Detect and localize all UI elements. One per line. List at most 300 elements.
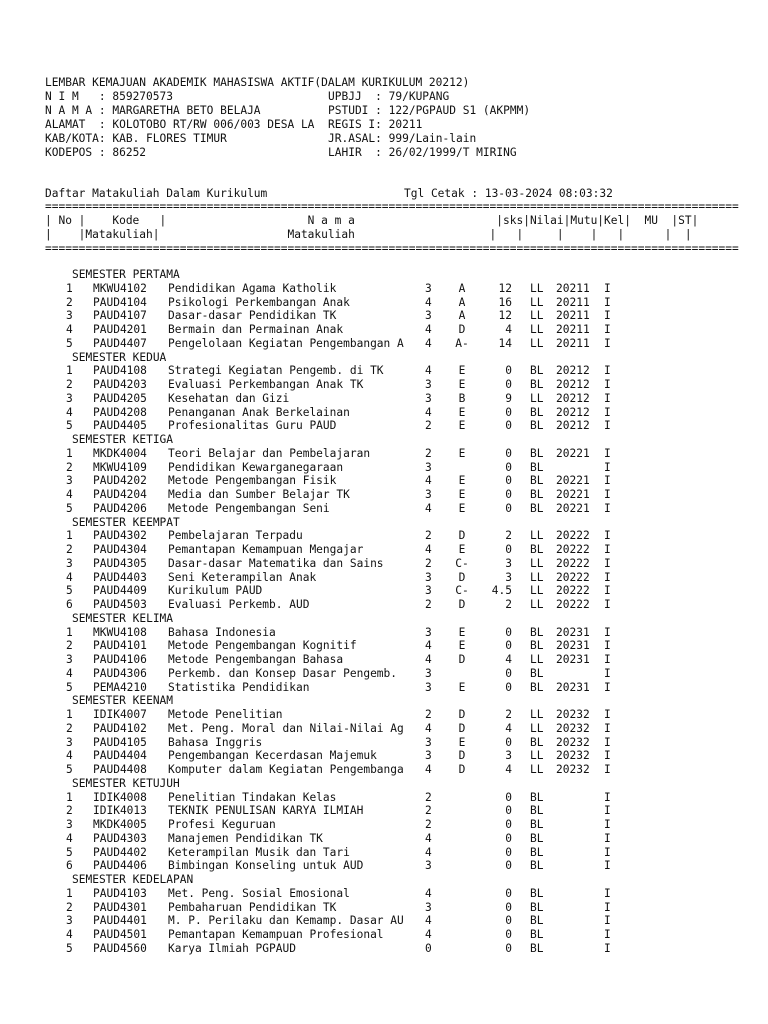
course-name: Profesi Keguruan — [168, 818, 276, 831]
regis-label: REGIS I: — [328, 118, 389, 131]
course-grade: B — [458, 391, 466, 405]
semester-heading: SEMESTER KEEMPAT — [72, 515, 180, 529]
regis-row — [328, 118, 422, 132]
course-status: I — [604, 295, 611, 309]
regis-value: 20211 — [388, 118, 423, 131]
course-code: PAUD4208 — [93, 405, 147, 419]
course-quality-points: 0 — [505, 639, 512, 653]
course-grade: E — [458, 543, 466, 556]
course-period: 20222 — [556, 598, 590, 611]
course-status: I — [604, 529, 611, 543]
course-name: Profesionalitas Guru PAUD — [168, 419, 337, 433]
course-grade: E — [458, 419, 466, 433]
course-group: LL — [530, 708, 544, 721]
course-number: 2 — [66, 378, 73, 391]
course-quality-points: 0 — [505, 818, 512, 831]
course-quality-points: 12 — [498, 281, 512, 295]
course-number: 5 — [66, 941, 73, 955]
course-quality-points: 0 — [505, 419, 512, 433]
jrasal-label: JR.ASAL: — [328, 132, 389, 145]
course-grade: D — [458, 708, 466, 721]
course-number: 1 — [66, 886, 73, 900]
upbjj-row — [328, 90, 449, 104]
course-number: 6 — [66, 598, 73, 611]
course-grade: D — [458, 653, 466, 666]
course-status: I — [604, 501, 611, 515]
course-group: LL — [530, 763, 544, 776]
course-grade: D — [458, 721, 466, 735]
course-number: 3 — [66, 309, 73, 323]
course-name: Pendidikan Kewarganegaraan — [168, 460, 344, 474]
course-sks: 3 — [425, 735, 432, 749]
course-code: PAUD4501 — [93, 928, 147, 941]
course-number: 4 — [66, 488, 73, 501]
course-period: 20232 — [556, 708, 590, 721]
course-sks: 3 — [425, 488, 432, 501]
course-name: Media dan Sumber Belajar TK — [168, 488, 350, 501]
kodepos-label: KODEPOS : — [45, 146, 113, 159]
course-code: MKWU4102 — [93, 281, 147, 295]
course-grade: E — [458, 625, 466, 639]
course-number: 1 — [66, 790, 73, 804]
course-quality-points: 0 — [505, 941, 512, 955]
course-period: 20231 — [556, 653, 590, 666]
course-grade: D — [458, 763, 466, 776]
course-code: PAUD4402 — [93, 845, 147, 859]
course-grade: E — [458, 488, 466, 501]
course-code: MKDK4005 — [93, 818, 147, 831]
course-period: 20211 — [556, 309, 590, 323]
course-status: I — [604, 886, 611, 900]
course-group: BL — [530, 928, 544, 941]
course-quality-points: 4 — [505, 721, 512, 735]
course-name: Perkemb. dan Konsep Dasar Pengemb. — [168, 666, 398, 680]
course-period: 20211 — [556, 323, 590, 336]
course-status: I — [604, 735, 611, 749]
course-sks: 4 — [425, 886, 432, 900]
course-period: 20211 — [556, 295, 590, 309]
course-period: 20212 — [556, 364, 590, 378]
print-date-row — [404, 187, 613, 201]
course-status: I — [604, 474, 611, 488]
course-status: I — [604, 900, 611, 914]
course-number: 5 — [66, 845, 73, 859]
course-sks: 4 — [425, 501, 432, 515]
course-group: LL — [530, 556, 544, 570]
course-period: 20222 — [556, 529, 590, 543]
course-status: I — [604, 543, 611, 556]
alamat-value: KOLOTOBO RT/RW 006/003 DESA LA — [112, 118, 315, 131]
course-number: 1 — [66, 364, 73, 378]
course-grade: E — [458, 639, 466, 653]
course-sks: 4 — [425, 653, 432, 666]
course-group: LL — [530, 721, 544, 735]
course-group: LL — [530, 391, 544, 405]
print-date-value: 13-03-2024 08:03:32 — [484, 187, 613, 200]
course-grade: A — [458, 309, 466, 323]
course-code: PAUD4408 — [93, 763, 147, 776]
course-number: 3 — [66, 914, 73, 928]
course-group: LL — [530, 336, 544, 350]
table-header-row-1: | No | Kode | N a m a |sks|Nilai|Mutu|Kel| MU |ST| — [45, 214, 699, 227]
lahir-label: LAHIR : — [328, 146, 389, 159]
course-number: 4 — [66, 323, 73, 336]
course-grade: A- — [455, 336, 469, 350]
course-grade: E — [458, 474, 466, 488]
course-period: 20222 — [556, 570, 590, 584]
course-sks: 2 — [425, 446, 432, 460]
semester-heading: SEMESTER KEDELAPAN — [72, 873, 194, 886]
nim-value: 859270573 — [112, 90, 173, 103]
course-code: PAUD4103 — [93, 886, 147, 900]
course-code: MKDK4004 — [93, 446, 147, 460]
course-code: PAUD4204 — [93, 488, 147, 501]
course-number: 1 — [66, 708, 73, 721]
course-quality-points: 0 — [505, 886, 512, 900]
course-status: I — [604, 818, 611, 831]
course-quality-points: 0 — [505, 928, 512, 941]
course-status: I — [604, 941, 611, 955]
course-group: BL — [530, 460, 544, 474]
course-number: 2 — [66, 460, 73, 474]
course-sks: 3 — [425, 460, 432, 474]
course-sks: 3 — [425, 625, 432, 639]
course-sks: 3 — [425, 378, 432, 391]
alamat-row — [45, 118, 314, 132]
course-status: I — [604, 721, 611, 735]
course-quality-points: 0 — [505, 790, 512, 804]
course-grade: E — [458, 680, 466, 694]
course-group: LL — [530, 295, 544, 309]
course-status: I — [604, 749, 611, 763]
lahir-row — [328, 146, 517, 160]
course-status: I — [604, 309, 611, 323]
course-number: 4 — [66, 831, 73, 845]
course-name: Strategi Kegiatan Pengemb. di TK — [168, 364, 384, 378]
course-number: 4 — [66, 928, 73, 941]
course-period: 20212 — [556, 405, 590, 419]
course-name: Komputer dalam Kegiatan Pengembanga — [168, 763, 404, 776]
upbjj-value: 79/KUPANG — [388, 90, 450, 103]
course-name: Metode Pengembangan Kognitif — [168, 639, 357, 653]
course-status: I — [604, 556, 611, 570]
course-sks: 4 — [425, 831, 432, 845]
course-sks: 3 — [425, 309, 432, 323]
course-number: 4 — [66, 666, 73, 680]
course-quality-points: 0 — [505, 914, 512, 928]
course-name: Bermain dan Permainan Anak — [168, 323, 344, 336]
course-group: BL — [530, 818, 544, 831]
course-group: BL — [530, 886, 544, 900]
course-period: 20222 — [556, 543, 590, 556]
course-grade: E — [458, 364, 466, 378]
course-sks: 2 — [425, 556, 432, 570]
course-sks: 4 — [425, 323, 432, 336]
course-number: 1 — [66, 281, 73, 295]
course-status: I — [604, 859, 611, 873]
course-number: 3 — [66, 391, 73, 405]
course-group: BL — [530, 405, 544, 419]
course-period: 20221 — [556, 501, 590, 515]
course-number: 3 — [66, 735, 73, 749]
course-sks: 0 — [425, 941, 432, 955]
course-sks: 4 — [425, 474, 432, 488]
course-number: 5 — [66, 584, 73, 598]
course-status: I — [604, 446, 611, 460]
course-quality-points: 4 — [505, 323, 512, 336]
course-sks: 3 — [425, 666, 432, 680]
semester-heading: SEMESTER KELIMA — [72, 611, 174, 625]
course-group: LL — [530, 309, 544, 323]
course-quality-points: 0 — [505, 859, 512, 873]
semester-heading: SEMESTER KETUJUH — [72, 776, 180, 790]
course-number: 2 — [66, 900, 73, 914]
course-period: 20232 — [556, 749, 590, 763]
course-period: 20231 — [556, 680, 590, 694]
pstudi-value: 122/PGPAUD S1 (AKPMM) — [388, 104, 531, 117]
course-number: 5 — [66, 763, 73, 776]
course-sks: 2 — [425, 598, 432, 611]
course-code: PAUD4302 — [93, 529, 147, 543]
course-quality-points: 0 — [505, 378, 512, 391]
course-code: PAUD4104 — [93, 295, 147, 309]
course-name: Seni Keterampilan Anak — [168, 570, 317, 584]
course-name: Pengembangan Kecerdasan Majemuk — [168, 749, 377, 763]
nama-value: MARGARETHA BETO BELAJA — [112, 104, 261, 117]
course-group: BL — [530, 900, 544, 914]
course-code: PAUD4560 — [93, 941, 147, 955]
course-period: 20211 — [556, 281, 590, 295]
course-code: PAUD4503 — [93, 598, 147, 611]
course-sks: 3 — [425, 281, 432, 295]
course-period: 20232 — [556, 735, 590, 749]
course-number: 3 — [66, 556, 73, 570]
course-code: PAUD4101 — [93, 639, 147, 653]
course-code: PEMA4210 — [93, 680, 147, 694]
course-sks: 2 — [425, 790, 432, 804]
course-quality-points: 0 — [505, 804, 512, 818]
course-period: 20221 — [556, 474, 590, 488]
course-code: PAUD4403 — [93, 570, 147, 584]
kodepos-value: 86252 — [112, 146, 147, 159]
course-number: 2 — [66, 639, 73, 653]
course-group: LL — [530, 584, 544, 598]
course-name: Penanganan Anak Berkelainan — [168, 405, 350, 419]
course-name: Keterampilan Musik dan Tari — [168, 845, 350, 859]
course-quality-points: 0 — [505, 845, 512, 859]
semester-heading: SEMESTER PERTAMA — [72, 268, 180, 281]
course-status: I — [604, 281, 611, 295]
lahir-value: 26/02/1999/T MIRING — [388, 146, 517, 159]
course-number: 5 — [66, 336, 73, 350]
course-code: PAUD4304 — [93, 543, 147, 556]
course-sks: 3 — [425, 570, 432, 584]
course-number: 3 — [66, 818, 73, 831]
course-group: LL — [530, 749, 544, 763]
course-status: I — [604, 680, 611, 694]
course-status: I — [604, 336, 611, 350]
course-status: I — [604, 653, 611, 666]
course-group: BL — [530, 488, 544, 501]
course-status: I — [604, 419, 611, 433]
course-quality-points: 4 — [505, 763, 512, 776]
course-group: BL — [530, 790, 544, 804]
course-number: 3 — [66, 474, 73, 488]
jrasal-value: 999/Lain-lain — [388, 132, 477, 145]
course-name: Metode Penelitian — [168, 708, 283, 721]
course-name: Pembaharuan Pendidikan TK — [168, 900, 337, 914]
course-period: 20231 — [556, 625, 590, 639]
course-number: 1 — [66, 446, 73, 460]
course-period: 20232 — [556, 721, 590, 735]
course-code: PAUD4306 — [93, 666, 147, 680]
course-group: BL — [530, 914, 544, 928]
course-name: Penelitian Tindakan Kelas — [168, 790, 337, 804]
course-group: LL — [530, 653, 544, 666]
print-date-label: Tgl Cetak : — [404, 187, 485, 200]
course-group: BL — [530, 446, 544, 460]
course-quality-points: 0 — [505, 625, 512, 639]
course-grade: C- — [455, 556, 469, 570]
course-status: I — [604, 831, 611, 845]
course-number: 3 — [66, 653, 73, 666]
rule-line: ======================================================================================================= — [45, 242, 739, 255]
course-status: I — [604, 804, 611, 818]
course-sks: 2 — [425, 818, 432, 831]
course-group: LL — [530, 598, 544, 611]
rule-line: ======================================================================================================= — [45, 200, 739, 213]
course-name: Met. Peng. Sosial Emosional — [168, 886, 350, 900]
course-name: Psikologi Perkembangan Anak — [168, 295, 350, 309]
course-sks: 4 — [425, 295, 432, 309]
course-name: Statistika Pendidikan — [168, 680, 310, 694]
course-number: 6 — [66, 859, 73, 873]
course-quality-points: 0 — [505, 680, 512, 694]
course-quality-points: 0 — [505, 474, 512, 488]
course-sks: 3 — [425, 680, 432, 694]
course-quality-points: 3 — [505, 556, 512, 570]
course-code: PAUD4203 — [93, 378, 147, 391]
course-code: PAUD4201 — [93, 323, 147, 336]
course-code: PAUD4301 — [93, 900, 147, 914]
course-code: MKWU4109 — [93, 460, 147, 474]
course-period: 20221 — [556, 446, 590, 460]
course-group: BL — [530, 804, 544, 818]
course-code: PAUD4107 — [93, 309, 147, 323]
course-sks: 2 — [425, 529, 432, 543]
course-sks: 4 — [425, 845, 432, 859]
course-sks: 4 — [425, 928, 432, 941]
course-code: PAUD4407 — [93, 336, 147, 350]
course-number: 5 — [66, 501, 73, 515]
course-status: I — [604, 666, 611, 680]
course-period: 20222 — [556, 584, 590, 598]
course-code: PAUD4404 — [93, 749, 147, 763]
course-code: IDIK4007 — [93, 708, 147, 721]
course-quality-points: 0 — [505, 543, 512, 556]
jrasal-row — [328, 132, 476, 146]
course-quality-points: 9 — [505, 391, 512, 405]
course-quality-points: 0 — [505, 364, 512, 378]
nama-row — [45, 104, 261, 118]
course-number: 2 — [66, 295, 73, 309]
course-quality-points: 0 — [505, 666, 512, 680]
course-period: 20221 — [556, 488, 590, 501]
course-grade: D — [458, 323, 466, 336]
course-quality-points: 12 — [498, 309, 512, 323]
course-name: Evaluasi Perkemb. AUD — [168, 598, 310, 611]
course-name: Pemantapan Kemampuan Profesional — [168, 928, 384, 941]
course-period: 20211 — [556, 336, 590, 350]
table-header-row-2: | |Matakuliah| Matakuliah | | | | | | | — [45, 228, 692, 241]
course-status: I — [604, 914, 611, 928]
course-name: Evaluasi Perkembangan Anak TK — [168, 378, 364, 391]
course-code: PAUD4406 — [93, 859, 147, 873]
course-number: 2 — [66, 804, 73, 818]
course-code: PAUD4305 — [93, 556, 147, 570]
course-code: PAUD4102 — [93, 721, 147, 735]
course-name: Karya Ilmiah PGPAUD — [168, 941, 296, 955]
course-number: 5 — [66, 680, 73, 694]
course-name: Metode Pengembangan Bahasa — [168, 653, 344, 666]
course-group: BL — [530, 831, 544, 845]
course-name: Metode Pengembangan Fisik — [168, 474, 337, 488]
course-sks: 4 — [425, 639, 432, 653]
course-sks: 4 — [425, 336, 432, 350]
course-quality-points: 3 — [505, 749, 512, 763]
course-name: M. P. Perilaku dan Kemamp. Dasar AU — [168, 914, 404, 928]
course-code: PAUD4106 — [93, 653, 147, 666]
course-quality-points: 0 — [505, 405, 512, 419]
course-grade: D — [458, 598, 466, 611]
course-sks: 3 — [425, 391, 432, 405]
course-status: I — [604, 323, 611, 336]
pstudi-row — [328, 104, 530, 118]
course-sks: 4 — [425, 721, 432, 735]
course-code: PAUD4205 — [93, 391, 147, 405]
course-group: BL — [530, 639, 544, 653]
course-name: Pengelolaan Kegiatan Pengembangan A — [168, 336, 404, 350]
list-title: Daftar Matakuliah Dalam Kurikulum — [45, 187, 268, 200]
course-group: BL — [530, 543, 544, 556]
course-quality-points: 0 — [505, 831, 512, 845]
semester-heading: SEMESTER KEDUA — [72, 350, 167, 364]
course-group: BL — [530, 364, 544, 378]
course-sks: 2 — [425, 419, 432, 433]
course-status: I — [604, 598, 611, 611]
course-status: I — [604, 625, 611, 639]
course-name: Pembelajaran Terpadu — [168, 529, 303, 543]
course-grade: D — [458, 529, 466, 543]
course-sks: 4 — [425, 405, 432, 419]
course-code: PAUD4206 — [93, 501, 147, 515]
course-code: IDIK4013 — [93, 804, 147, 818]
semester-heading: SEMESTER KETIGA — [72, 433, 174, 446]
course-quality-points: 2 — [505, 708, 512, 721]
nim-row — [45, 90, 173, 104]
course-name: Dasar-dasar Matematika dan Sains — [168, 556, 384, 570]
course-grade: C- — [455, 584, 469, 598]
course-group: BL — [530, 735, 544, 749]
course-grade: E — [458, 405, 466, 419]
course-name: Teori Belajar dan Pembelajaran — [168, 446, 371, 460]
course-status: I — [604, 378, 611, 391]
course-status: I — [604, 364, 611, 378]
course-status: I — [604, 639, 611, 653]
course-period: 20212 — [556, 391, 590, 405]
course-name: Kurikulum PAUD — [168, 584, 263, 598]
course-sks: 3 — [425, 749, 432, 763]
